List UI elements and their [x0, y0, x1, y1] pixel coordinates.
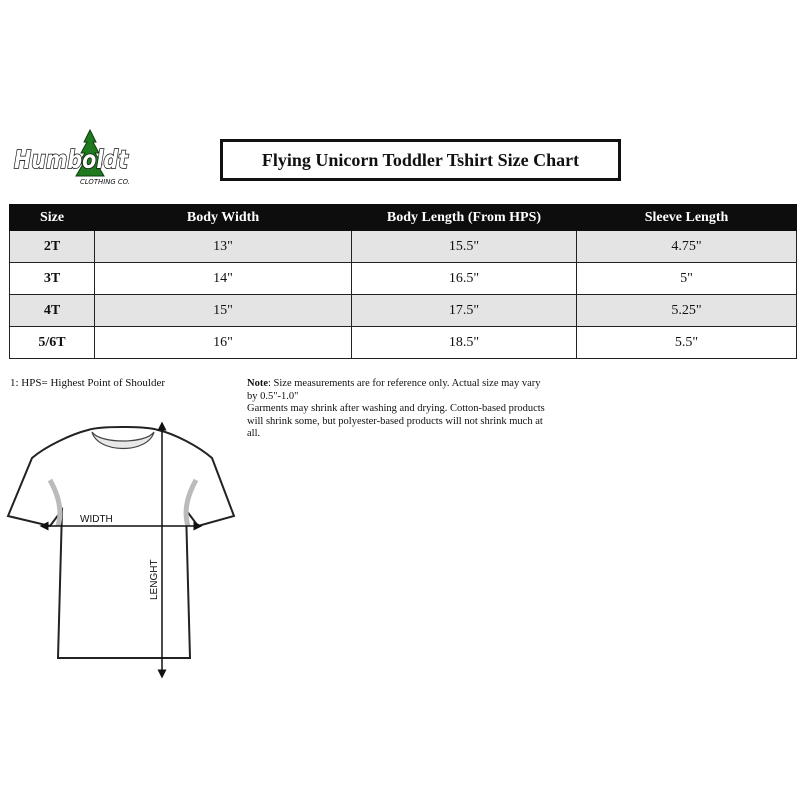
- length-cell: 16.5": [352, 263, 577, 295]
- sleeve-cell: 5.25": [577, 295, 797, 327]
- size-cell: 3T: [10, 263, 95, 295]
- header-sleeve-length: Sleeve Length: [577, 205, 797, 231]
- length-cell: 18.5": [352, 327, 577, 359]
- table-header-row: [10, 205, 797, 231]
- width-cell: 16": [95, 327, 352, 359]
- table-row: [10, 263, 797, 295]
- header-body-length: Body Length (From HPS): [352, 205, 577, 231]
- header-body-width: Body Width: [95, 205, 352, 231]
- sleeve-cell: 5": [577, 263, 797, 295]
- note-label: Note: [247, 378, 268, 389]
- length-label: LENGHT: [149, 559, 160, 600]
- tshirt-outline: [8, 427, 234, 658]
- header-size: Size: [10, 205, 95, 231]
- table-row: [10, 327, 797, 359]
- length-cell: 17.5": [352, 295, 577, 327]
- note-line-2: Garments may shrink after washing and drying. Cotton-based products will shrink some, but polyester-based products will not shrink much at all.: [247, 403, 545, 440]
- width-cell: 15": [95, 295, 352, 327]
- table-row: [10, 295, 797, 327]
- length-cell: 15.5": [352, 231, 577, 263]
- humboldt-logo: [10, 128, 140, 190]
- sleeve-cell: 5.5": [577, 327, 797, 359]
- measurement-note: [247, 378, 552, 441]
- width-cell: 13": [95, 231, 352, 263]
- size-chart-table: [9, 204, 797, 359]
- width-cell: 14": [95, 263, 352, 295]
- hps-footnote: 1: HPS= Highest Point of Shoulder: [10, 377, 166, 389]
- table-row: [10, 231, 797, 263]
- logo-subtext: CLOTHING CO.: [80, 178, 130, 186]
- sleeve-cell: 4.75": [577, 231, 797, 263]
- size-cell: 5/6T: [10, 327, 95, 359]
- chart-title: Flying Unicorn Toddler Tshirt Size Chart: [220, 139, 621, 181]
- logo-wordmark: Humboldt: [14, 145, 129, 174]
- width-label: WIDTH: [80, 514, 113, 525]
- size-cell: 2T: [10, 231, 95, 263]
- size-cell: 4T: [10, 295, 95, 327]
- note-line-1: : Size measurements are for reference only. Actual size may vary by 0.5"-1.0": [247, 378, 541, 402]
- tshirt-diagram: [0, 418, 250, 680]
